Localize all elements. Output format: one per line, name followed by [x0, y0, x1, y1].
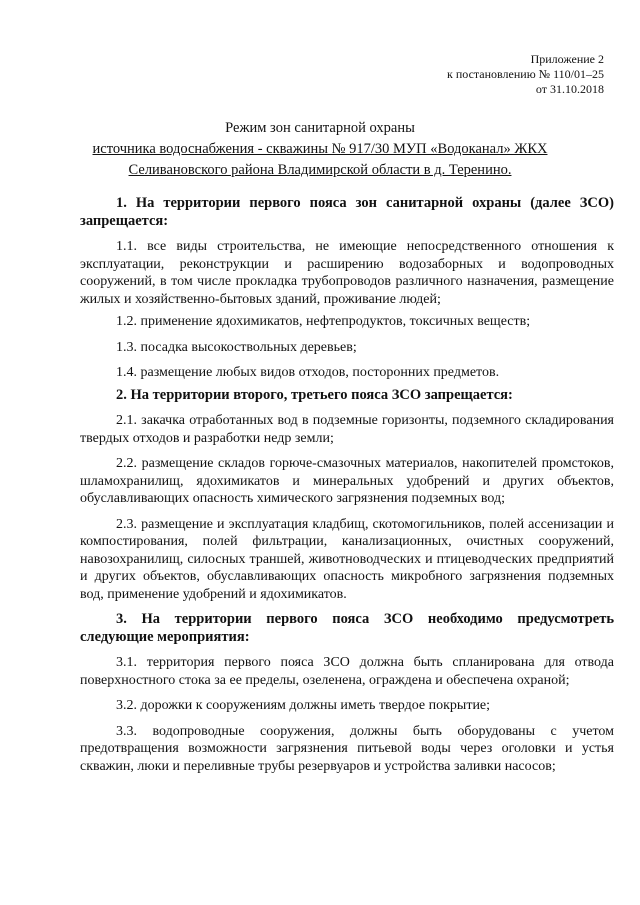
section-2-heading: 2. На территории второго, третьего пояса ЗСО запрещается:: [116, 386, 513, 403]
document-body: [80, 195, 614, 783]
item-2-2: 2.2. размещение складов горюче-смазочных материалов, накопителей промстоков, шламохранилищ, ядохимикатов и минеральных удобрений и других объектов, обуславливающих опасность химического загрязнения подземных вод;: [80, 456, 614, 506]
item-2-1: 2.1. закачка отработанных вод в подземные горизонты, подземного складирования твердых отходов и разработки недр земли;: [80, 413, 614, 446]
appendix-line-2: к постановлению № 110/01–25: [447, 67, 604, 81]
title-line-3: Селивановского района Владимирской области в д. Теренино.: [128, 162, 512, 178]
item-3-1: 3.1. территория первого пояса ЗСО должна быть спланирована для отвода поверхностного стока за ее пределы, озеленена, ограждена и обеспечена охраной;: [80, 655, 614, 688]
item-1-1: 1.1. все виды строительства, не имеющие непосредственного отношения к эксплуатации, реконструкции и расширению водозаборных и водопроводных сооружений, в том числе прокладка трубопроводов различного назначения, размещение жилых и хозяйственно-бытовых зданий, проживание людей;: [80, 239, 614, 307]
item-1-4: 1.4. размещение любых видов отходов, посторонних предметов.: [116, 365, 500, 380]
item-2-3: 2.3. размещение и эксплуатация кладбищ, скотомогильников, полей ассенизации и компостирования, полей фильтрации, канализационных, очистных сооружений, навозохранилищ, силосных траншей, животноводческих и птицеводческих предприятий и других объектов, обуславливающих опасность микробного загрязнения подземных вод, применение удобрений и ядохимикатов.: [80, 516, 614, 602]
document-title: [0, 118, 640, 181]
item-3-2: 3.2. дорожки к сооружениям должны иметь твердое покрытие;: [116, 698, 491, 713]
item-3-3: 3.3. водопроводные сооружения, должны быть оборудованы с учетом предотвращения возможности загрязнения питьевой воды через оголовки и устья скважин, люки и переливные трубы резервуаров и устройства заливки насосов;: [80, 723, 614, 774]
appendix-line-3: от 31.10.2018: [535, 82, 604, 96]
title-line-1: Режим зон санитарной охраны: [225, 120, 415, 136]
appendix-block: [447, 52, 604, 97]
item-1-2: 1.2. применение ядохимикатов, нефтепродуктов, токсичных веществ;: [116, 314, 531, 329]
appendix-line-1: Приложение 2: [530, 52, 604, 66]
title-line-2: источника водоснабжения - скважины № 917/30 МУП «Водоканал» ЖКХ: [92, 141, 548, 157]
section-1-heading: 1. На территории первого пояса зон санитарной охраны (далее ЗСО) запрещается:: [80, 195, 614, 229]
section-3-heading: 3. На территории первого пояса ЗСО необходимо предусмотреть следующие мероприятия:: [80, 611, 614, 645]
item-1-3: 1.3. посадка высокоствольных деревьев;: [116, 339, 357, 355]
